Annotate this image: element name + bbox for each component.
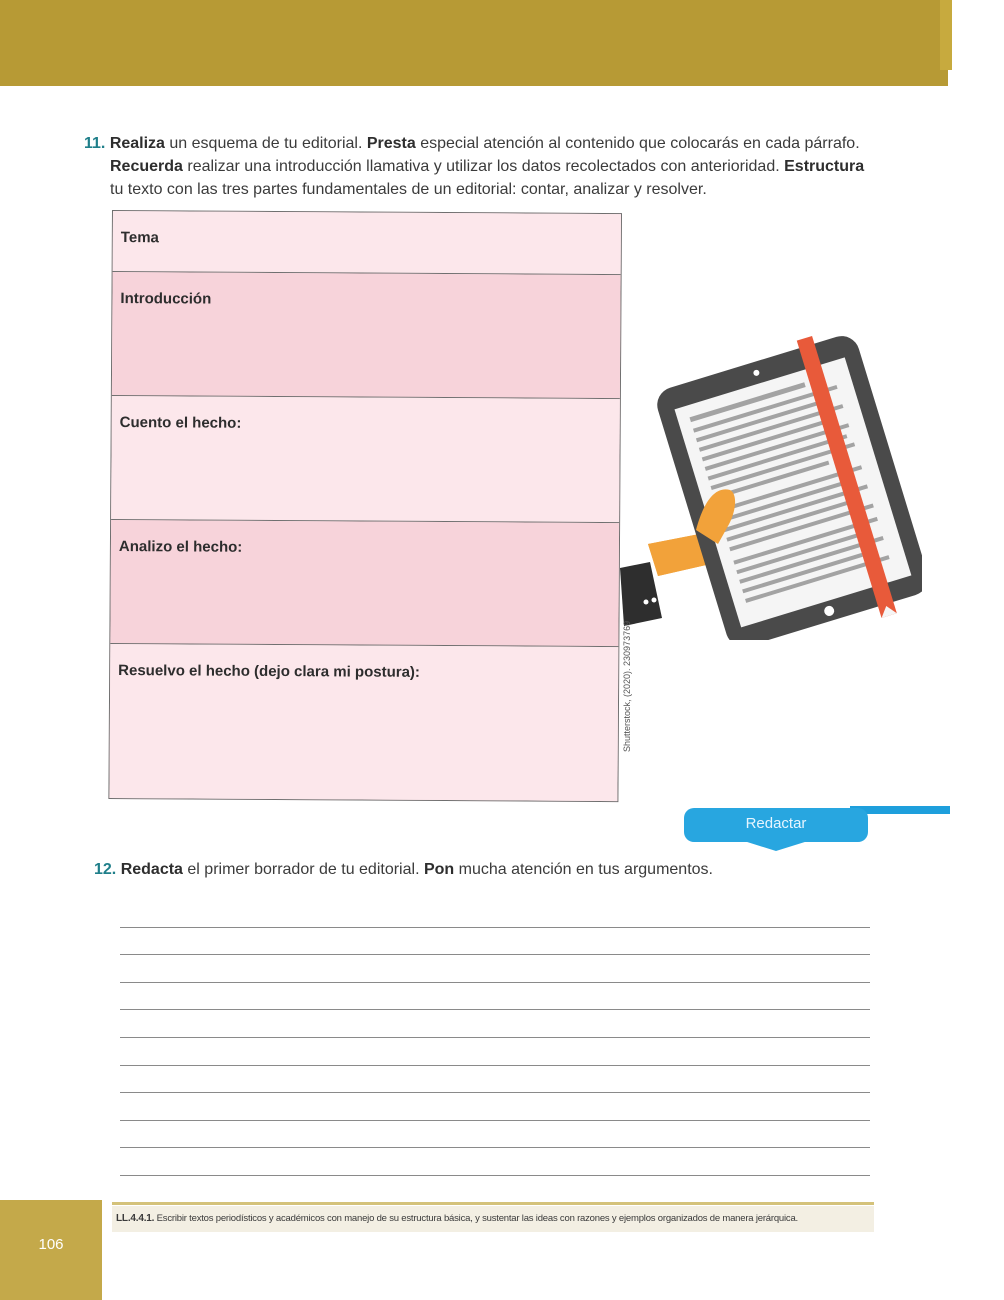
- exercise-12-number: 12.: [94, 861, 117, 878]
- top-gold-band-edge: [940, 0, 952, 70]
- editorial-outline-table: [108, 210, 622, 802]
- outline-row-label: Cuento el hecho:: [119, 414, 242, 432]
- instruction-text: el primer borrador de tu editorial.: [182, 861, 424, 878]
- footer-skill-text: [116, 1213, 798, 1224]
- tablet-icon: [612, 330, 922, 640]
- outline-row-analizo[interactable]: [110, 520, 619, 647]
- writing-line[interactable]: [120, 983, 870, 1011]
- outline-row-resuelvo[interactable]: [109, 644, 618, 801]
- writing-line[interactable]: [120, 1038, 870, 1066]
- writing-line[interactable]: [120, 1148, 870, 1176]
- writing-line[interactable]: [120, 955, 870, 983]
- writing-line[interactable]: [120, 900, 870, 928]
- instruction-verb: Recuerda: [110, 158, 183, 175]
- outline-row-label: Tema: [120, 229, 159, 247]
- exercise-11-instructions: [84, 132, 874, 201]
- outline-row-cuento[interactable]: [111, 396, 620, 523]
- instruction-text: un esquema de tu editorial.: [164, 135, 367, 152]
- skill-description: Escribir textos periodísticos y académicos con manejo de su estructura básica, y sustentar las ideas con razones y ejemplos organizados de manera jerárquica.: [154, 1213, 798, 1224]
- top-gold-band: [0, 0, 948, 86]
- instruction-text: realizar una introducción llamativa y utilizar los datos recolectados con anterioridad.: [182, 158, 785, 175]
- section-tab-notch: [744, 841, 808, 851]
- outline-row-label: Introducción: [120, 290, 212, 308]
- footer-rule: [112, 1202, 874, 1205]
- image-credit: Shutterstock, (2020). 230973769: [622, 620, 632, 752]
- instruction-verb: Estructura: [784, 158, 865, 175]
- writing-line[interactable]: [120, 1121, 870, 1149]
- exercise-11-number: 11.: [84, 135, 106, 152]
- writing-line[interactable]: [120, 1010, 870, 1038]
- section-tab-redactar: Redactar: [684, 808, 868, 842]
- exercise-12-instructions: [94, 858, 874, 881]
- writing-line[interactable]: [120, 1176, 870, 1204]
- writing-line[interactable]: [120, 1093, 870, 1121]
- instruction-text: tu texto con las tres partes fundamentales de un editorial: contar, analizar y resolver.: [110, 181, 707, 198]
- instruction-text: especial atención al contenido que colocarás en cada párrafo.: [415, 135, 860, 152]
- writing-lines-area[interactable]: [120, 900, 870, 1204]
- outline-row-label: Resuelvo el hecho (dejo clara mi postura):: [118, 662, 420, 681]
- page-number: 106: [38, 1236, 64, 1253]
- instruction-verb: Realiza: [109, 135, 165, 152]
- outline-row-label: Analizo el hecho:: [118, 538, 243, 556]
- instruction-verb: Redacta: [120, 861, 183, 878]
- instruction-verb: Pon: [423, 861, 455, 878]
- instruction-verb: Presta: [366, 135, 416, 152]
- writing-line[interactable]: [120, 928, 870, 956]
- skill-code: LL.4.4.1.: [116, 1213, 155, 1224]
- outline-row-introduccion[interactable]: [112, 272, 621, 399]
- outline-row-tema[interactable]: [113, 211, 621, 275]
- hand-holding-tablet-illustration: [612, 330, 922, 645]
- writing-line[interactable]: [120, 1066, 870, 1094]
- instruction-text: mucha atención en tus argumentos.: [454, 861, 713, 878]
